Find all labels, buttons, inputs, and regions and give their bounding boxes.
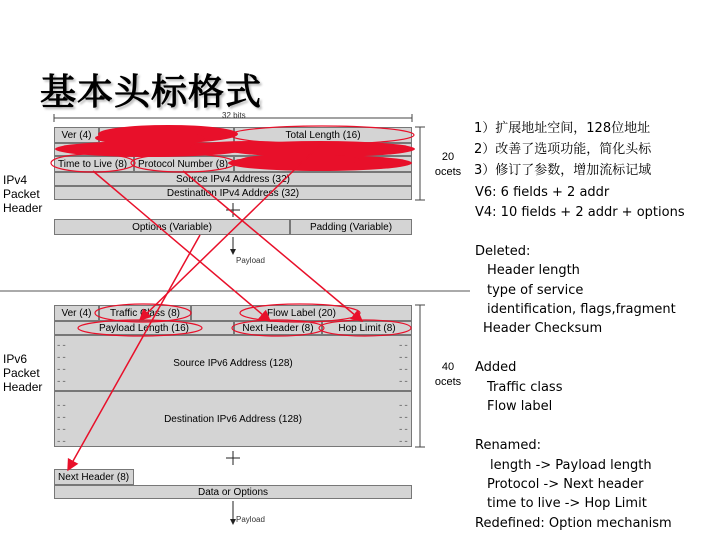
dash-marks-right: -- -- -- -- -- -- -- -- [398,341,409,447]
arrow-options [68,235,200,470]
ellipse-hop-limit [319,320,411,336]
deleted-item: identification, flags,fragment [487,302,676,317]
ipv4-octets-label: 20 ocets [434,151,462,178]
ipv6-data-options-field: Data or Options [54,485,412,499]
ipv6-octets-label: 40 ocets [434,361,462,388]
dash-marks-left: -- -- -- -- -- -- -- -- [56,341,67,447]
chinese-notes: 1）扩展地址空间，128位地址 2）改善了选项功能，简化头标 3）修订了参数，增加流标记域 [474,121,652,178]
ipv6-hop-limit-field: Hop Limit (8) [322,321,412,335]
fields-compare-v4: V4: 10 fields + 2 addr + options [475,205,685,220]
added-item: Flow label [487,399,553,414]
fields-compare-v6: V6: 6 fields + 2 addr [475,185,610,200]
ipv4-protocol-field: Protocol Number (8) [134,156,234,172]
ipv4-padding-field: Padding (Variable) [290,219,412,235]
ipv6-next-header-field: Next Header (8) [234,321,322,335]
ipv4-label: IPv4 Packet Header [3,173,43,215]
ellipse-flow-label [240,304,360,322]
ellipse-protocol [131,154,235,172]
ipv6-dst-field: Destination IPv6 Address (128) [54,391,412,447]
ellipse-traffic-class [95,304,191,322]
ipv6-traffic-class-field: Traffic Class (8) [99,305,191,321]
ipv6-flow-label-field: Flow Label (20) [191,305,412,321]
ipv4-payload-label: Payload [236,256,265,265]
arrow-ttl [93,171,270,321]
deleted-item: Header length [487,263,580,278]
ipv4-options-field: Options (Variable) [54,219,290,235]
renamed-item: Protocol -> Next header [487,477,644,492]
ipv6-payload-length-field: Payload Length (16) [54,321,234,335]
bits-label: 32 bits [222,111,246,120]
deleted-heading: Deleted: [475,244,531,259]
page-title: 基本头标格式 [40,72,263,113]
renamed-item: time to live -> Hop Limit [487,496,647,511]
ipv4-src-field: Source IPv4 Address (32) [54,172,412,186]
ipv6-src-field: Source IPv6 Address (128) [54,335,412,391]
added-item: Traffic class [487,380,563,395]
ipv6-ver-field: Ver (4) [54,305,99,321]
ipv4-ver-field: Ver (4) [54,127,99,143]
renamed-heading: Renamed: [475,438,541,453]
added-heading: Added [475,360,517,375]
renamed-item: length -> Payload length [490,458,652,473]
ipv6-payload-label: Payload [236,515,265,524]
ipv6-label: IPv6 Packet Header [3,352,43,394]
ellipse-ttl [51,154,135,172]
ipv6-next-header2-field: Next Header (8) [54,469,134,485]
ipv4-total-length-field: Total Length (16) [234,127,412,143]
arrow-protocol [183,171,362,321]
deleted-item: Header Checksum [483,321,603,336]
redefined-item: Redefined: Option mechanism [475,516,672,531]
ipv4-dst-field: Destination IPv4 Address (32) [54,186,412,200]
ellipse-next-header [232,320,324,336]
ipv4-ttl-field: Time to Live (8) [54,156,134,172]
deleted-item: type of service [487,283,584,298]
